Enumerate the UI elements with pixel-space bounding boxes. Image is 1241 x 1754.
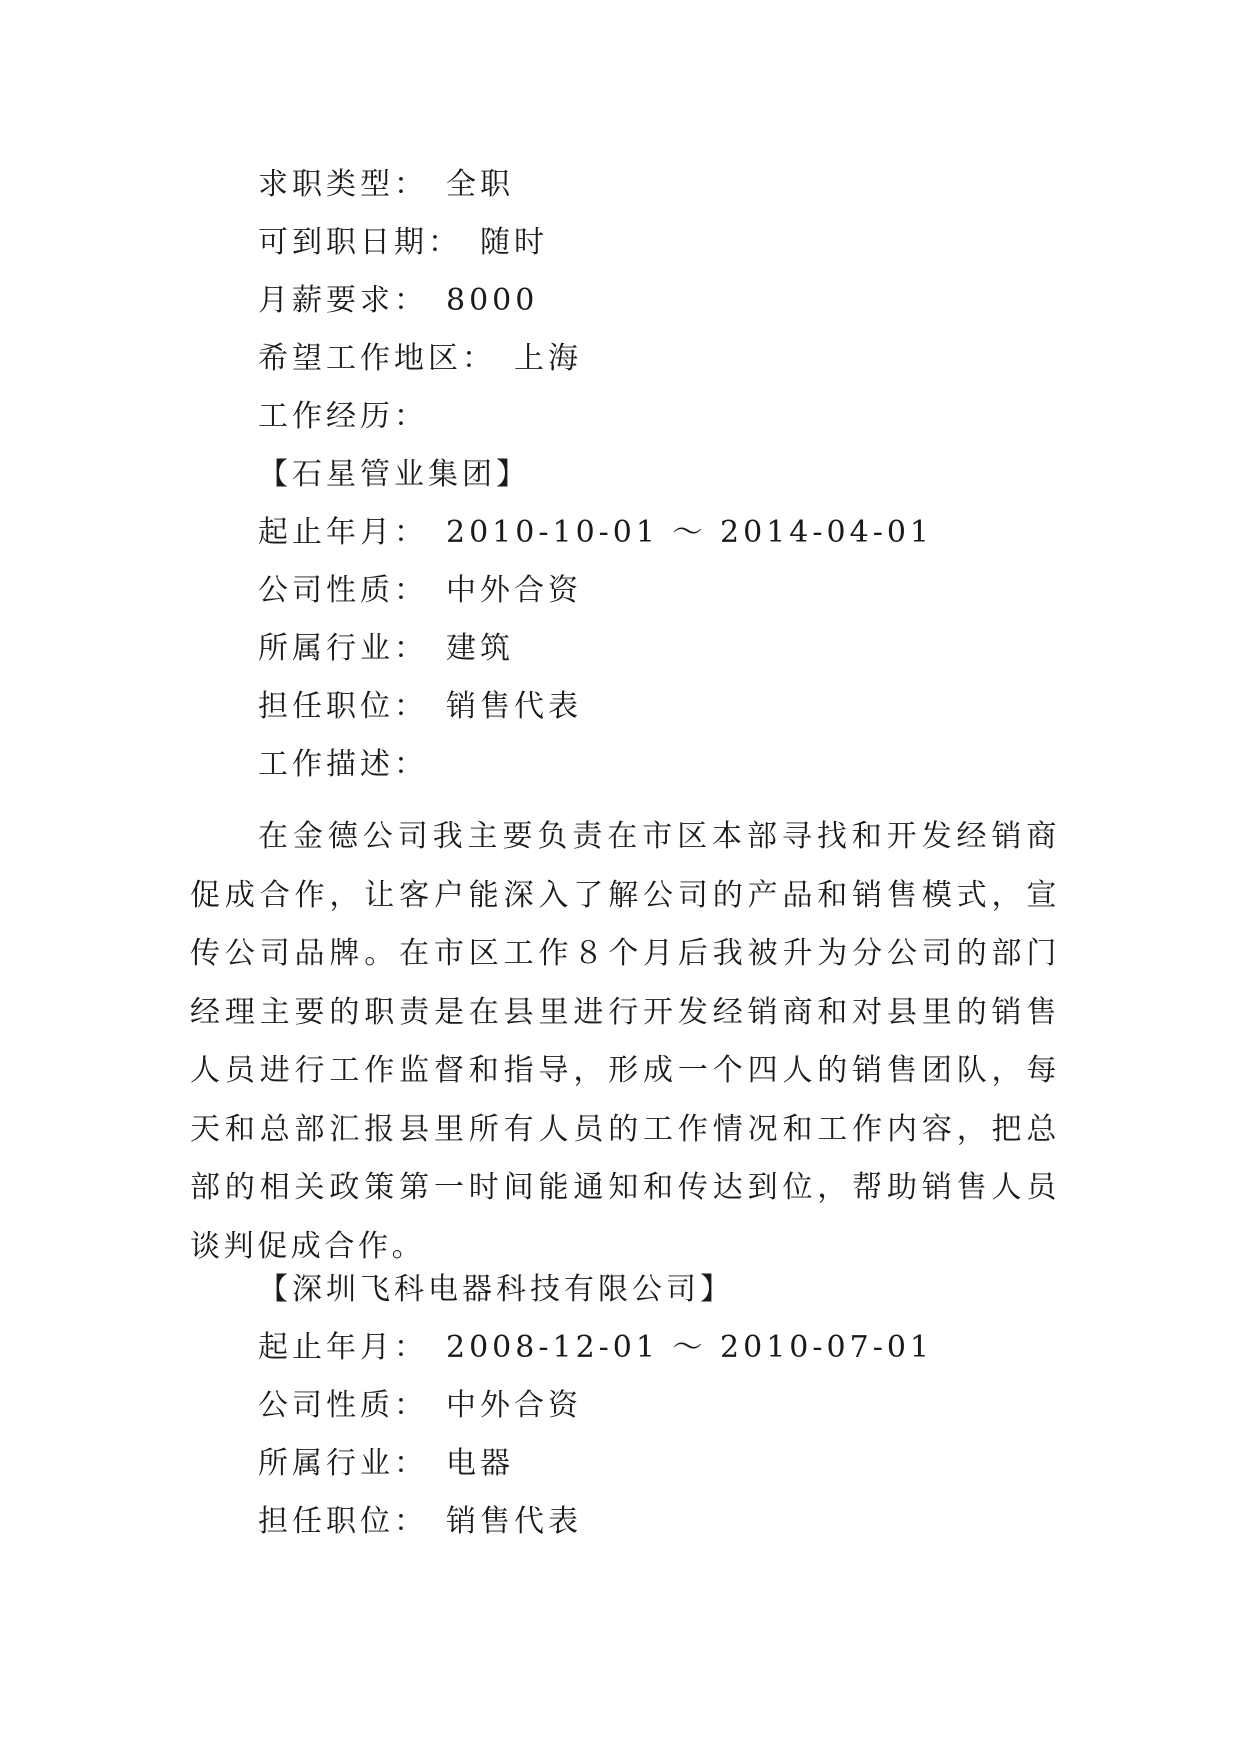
period-value-2: 2008-12-01 ～ 2010-07-01 bbox=[446, 1330, 934, 1365]
position-label-1: 担任职位： bbox=[258, 689, 428, 724]
location-label: 希望工作地区： bbox=[258, 341, 496, 376]
position-row-1 bbox=[258, 687, 582, 727]
job-type-row bbox=[258, 165, 514, 205]
company-name-2: 【深圳飞科电器科技有限公司】 bbox=[258, 1272, 734, 1307]
salary-label: 月薪要求： bbox=[258, 283, 428, 318]
period-row-1 bbox=[258, 513, 933, 553]
industry-value-1: 建筑 bbox=[446, 631, 514, 666]
start-date-row bbox=[258, 223, 548, 263]
nature-row-2 bbox=[258, 1386, 582, 1426]
position-value-2: 销售代表 bbox=[446, 1504, 582, 1539]
job-description-1: 在金德公司我主要负责在市区本部寻找和开发经销商促成合作，让客户能深入了解公司的产品和销售模式，宣传公司品牌。在市区工作８个月后我被升为分公司的部门经理主要的职责是在县里进行开发经销商和对县里的销售人员进行工作监督和指导，形成一个四人的销售团队，每天和总部汇报县里所有人员的工作情况和工作内容，把总部的相关政策第一时间能通知和传达到位，帮助销售人员谈判促成合作。 bbox=[190, 819, 1060, 1264]
work-history-heading: 工作经历： bbox=[258, 399, 428, 434]
nature-label-2: 公司性质： bbox=[258, 1388, 428, 1423]
industry-label-2: 所属行业： bbox=[258, 1446, 428, 1481]
location-row bbox=[258, 339, 582, 379]
position-value-1: 销售代表 bbox=[446, 689, 582, 724]
period-label-1: 起止年月： bbox=[258, 515, 428, 550]
position-row-2 bbox=[258, 1502, 582, 1542]
period-row-2 bbox=[258, 1328, 933, 1368]
industry-label-1: 所属行业： bbox=[258, 631, 428, 666]
nature-label-1: 公司性质： bbox=[258, 573, 428, 608]
salary-row bbox=[258, 281, 538, 321]
job-type-label: 求职类型： bbox=[258, 167, 428, 202]
period-label-2: 起止年月： bbox=[258, 1330, 428, 1365]
nature-row-1 bbox=[258, 571, 582, 611]
industry-row-1 bbox=[258, 629, 514, 669]
location-value: 上海 bbox=[514, 341, 582, 376]
job-type-value: 全职 bbox=[446, 167, 514, 202]
start-date-value: 随时 bbox=[480, 225, 548, 260]
period-value-1: 2010-10-01 ～ 2014-04-01 bbox=[446, 515, 934, 550]
industry-value-2: 电器 bbox=[446, 1446, 514, 1481]
nature-value-2: 中外合资 bbox=[446, 1388, 582, 1423]
industry-row-2 bbox=[258, 1444, 514, 1484]
company-name-1: 【石星管业集团】 bbox=[258, 457, 530, 492]
nature-value-1: 中外合资 bbox=[446, 573, 582, 608]
salary-value: 8000 bbox=[446, 283, 539, 318]
start-date-label: 可到职日期： bbox=[258, 225, 462, 260]
description-label-1: 工作描述： bbox=[258, 747, 428, 782]
position-label-2: 担任职位： bbox=[258, 1504, 428, 1539]
